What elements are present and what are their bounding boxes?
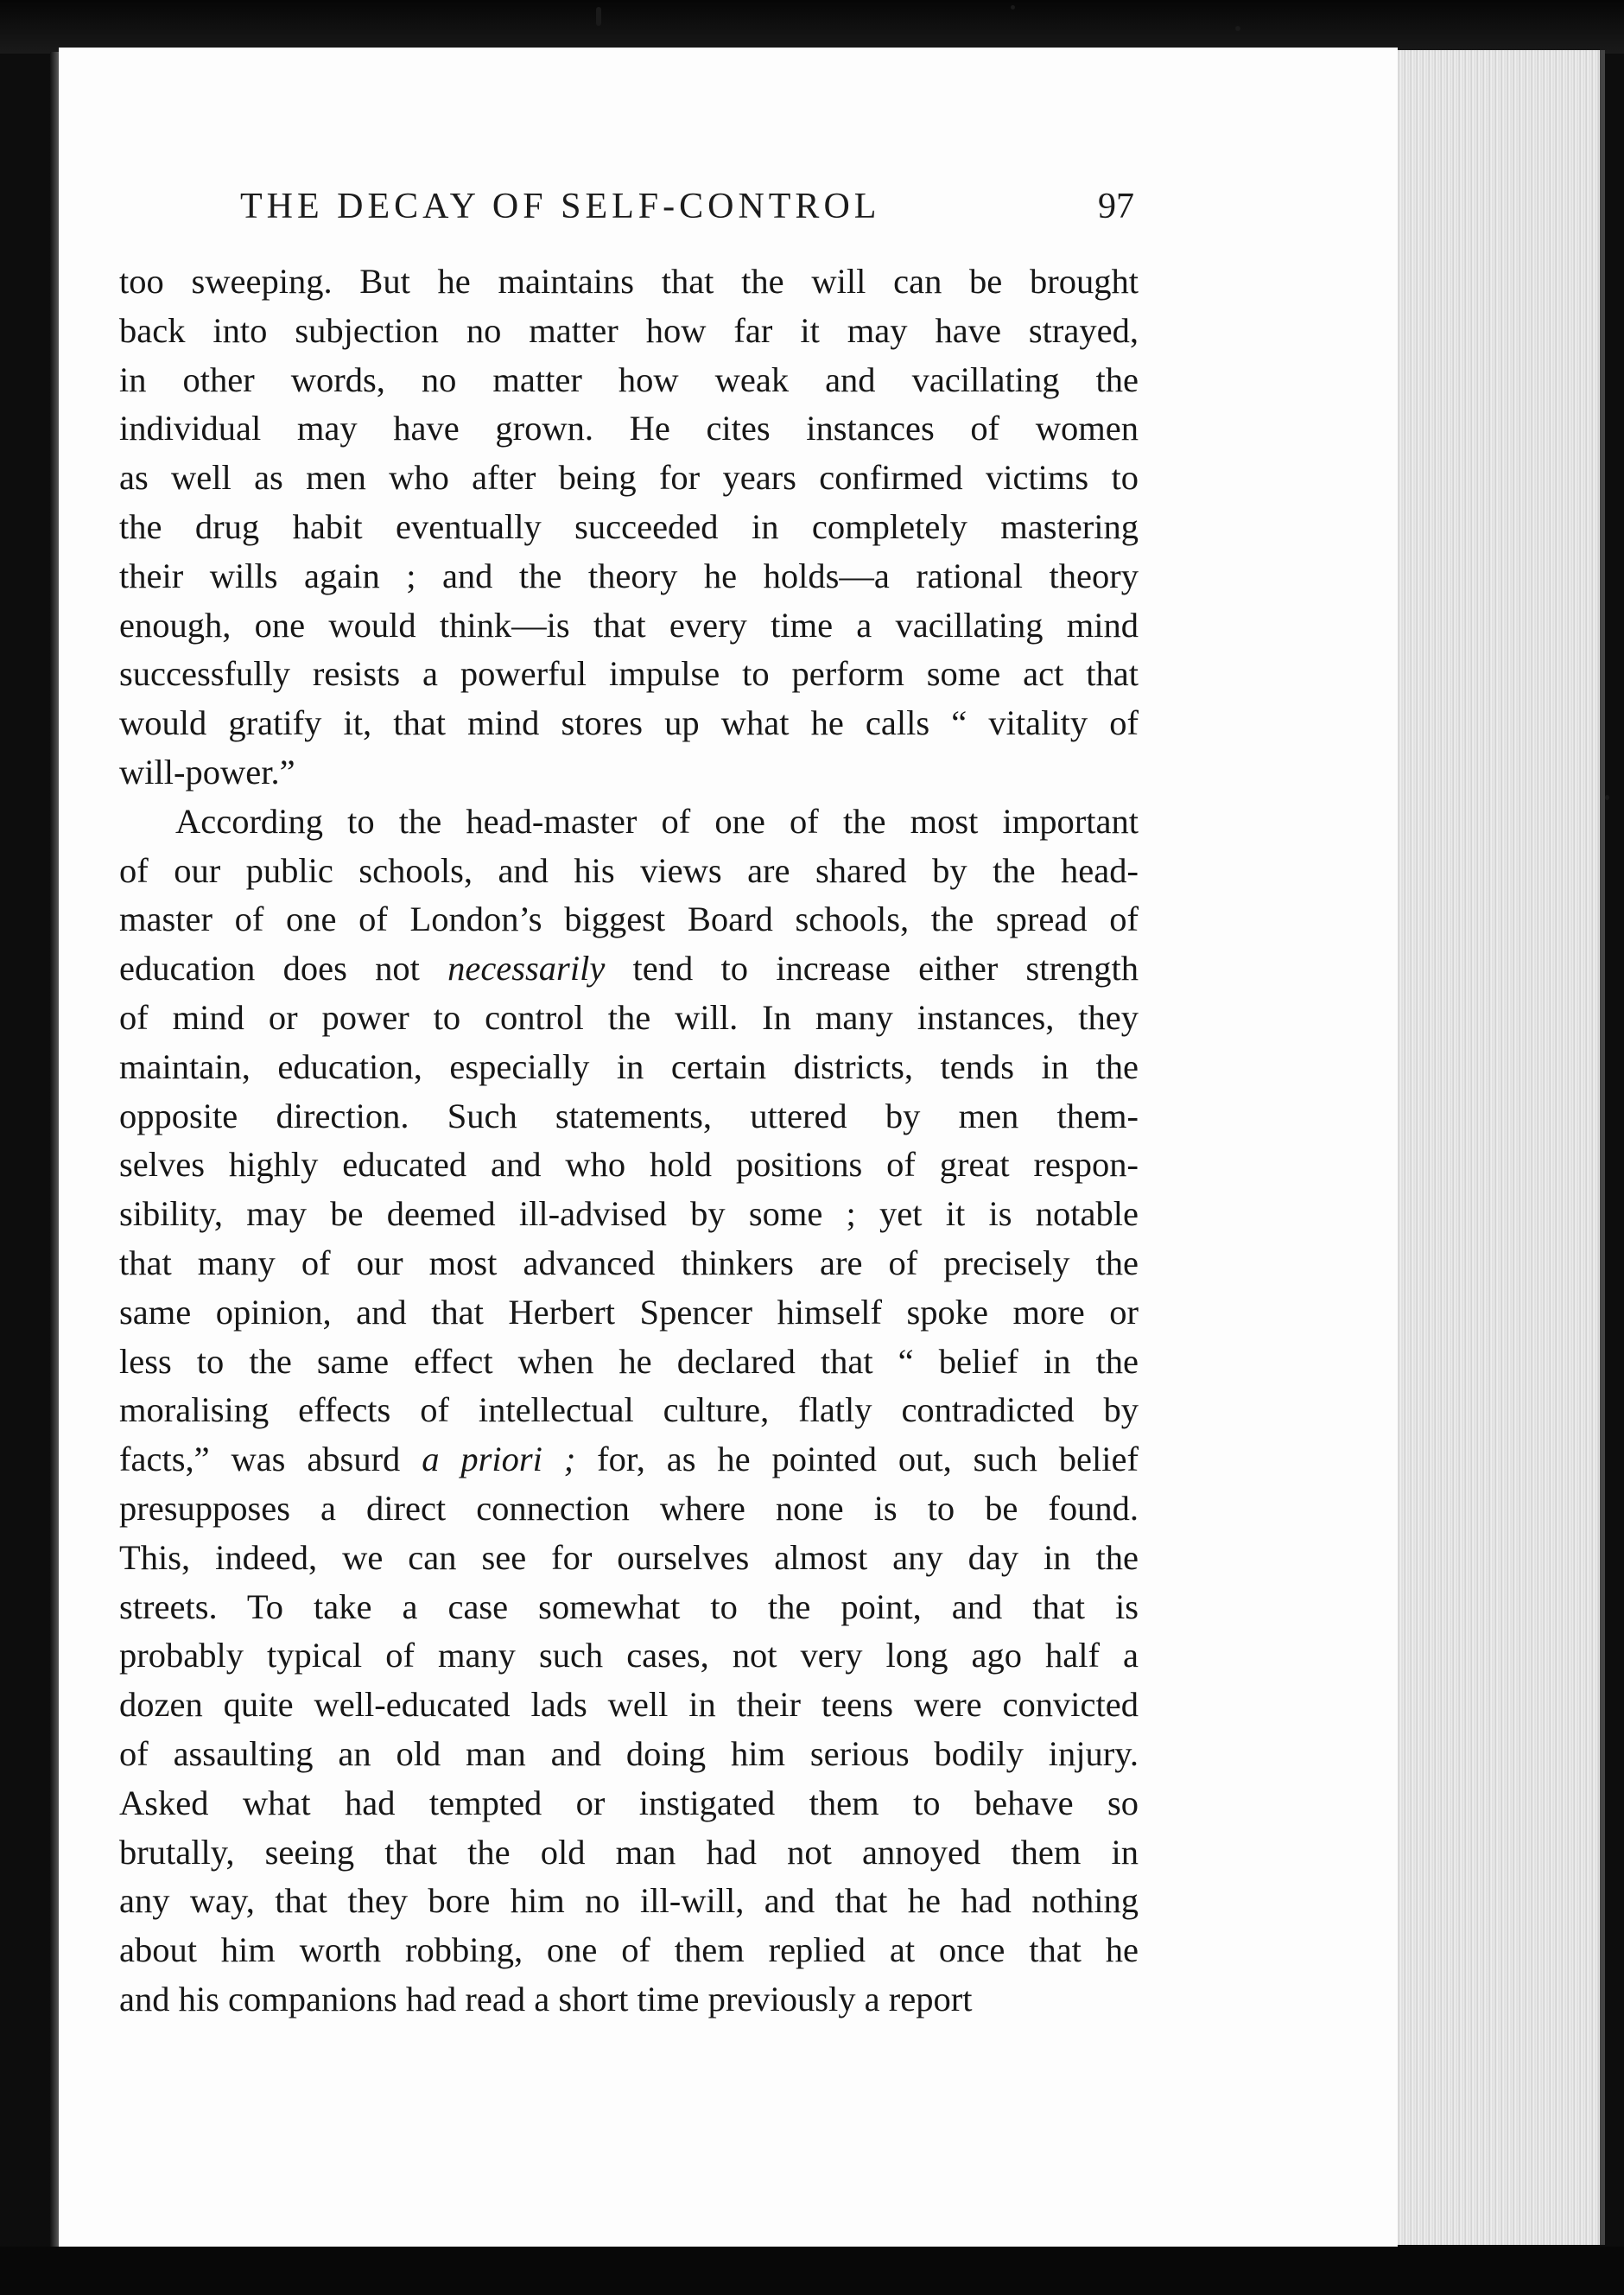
body-text bbox=[119, 257, 1139, 2025]
text-line: of assaulting an old man and doing him serious bodily injury. bbox=[119, 1733, 1139, 1773]
text-line: maintain, education, especially in certain districts, tends in the bbox=[119, 1046, 1139, 1086]
text-line: moralising effects of intellectual culture, flatly contradicted by bbox=[119, 1390, 1139, 1430]
text-line: same opinion, and that Herbert Spencer himself spoke more or bbox=[119, 1292, 1139, 1332]
text-line: brutally, seeing that the old man had not annoyed them in bbox=[119, 1832, 1139, 1872]
text-segment: for, as he pointed out, such belief bbox=[575, 1440, 1139, 1479]
text-line: of mind or power to control the will. In many instances, they bbox=[119, 997, 1139, 1037]
text-line: in other words, no matter how weak and vacillating the bbox=[119, 359, 1139, 399]
text-line: as well as men who after being for years confirmed victims to bbox=[119, 458, 1139, 498]
text-line: and his companions had read a short time previously a report bbox=[119, 1979, 973, 2018]
text-segment: facts,” was absurd bbox=[119, 1440, 422, 1479]
text-line: will-power.” bbox=[119, 752, 295, 791]
text-segment: tend to increase either strength bbox=[605, 949, 1139, 989]
text-line: selves highly educated and who hold positions of great respon- bbox=[119, 1145, 1139, 1185]
italic-phrase: necessarily bbox=[447, 949, 606, 989]
text-line: individual may have grown. He cites instances of women bbox=[119, 409, 1139, 448]
italic-phrase: a priori ; bbox=[422, 1440, 576, 1479]
text-line bbox=[119, 944, 1139, 994]
running-title: THE DECAY OF SELF-CONTROL bbox=[240, 187, 881, 226]
text-line: This, indeed, we can see for ourselves almost any day in the bbox=[119, 1537, 1139, 1577]
text-line: master of one of London’s biggest Board schools, the spread of bbox=[119, 900, 1139, 939]
text-line: successfully resists a powerful impulse to perform some act that bbox=[119, 654, 1139, 694]
text-line: that many of our most advanced thinkers are of precisely the bbox=[119, 1243, 1139, 1282]
scan-background-top bbox=[0, 0, 1624, 54]
running-head bbox=[119, 186, 1134, 238]
text-line: less to the same effect when he declared that “ belief in the bbox=[119, 1341, 1139, 1381]
text-line: would gratify it, that mind stores up what he calls “ vitality of bbox=[119, 703, 1139, 743]
scan-speck bbox=[1605, 795, 1609, 800]
text-line: opposite direction. Such statements, uttered by men them- bbox=[119, 1096, 1139, 1135]
text-line: enough, one would think—is that every time a vacillating mind bbox=[119, 605, 1139, 645]
text-line: the drug habit eventually succeeded in completely mastering bbox=[119, 506, 1139, 546]
paragraph bbox=[119, 257, 1139, 798]
text-line: too sweeping. But he maintains that the will can be brought bbox=[119, 262, 1139, 301]
scan-speck bbox=[1235, 26, 1240, 31]
text-line: dozen quite well-educated lads well in their teens were convicted bbox=[119, 1685, 1139, 1725]
text-line: sibility, may be deemed ill-advised by some ; yet it is notable bbox=[119, 1194, 1139, 1234]
text-line bbox=[119, 1435, 1139, 1484]
text-line: of our public schools, and his views are shared by the head- bbox=[119, 850, 1139, 890]
text-line: any way, that they bore him no ill-will, and that he had nothing bbox=[119, 1881, 1139, 1921]
page-number: 97 bbox=[1098, 187, 1134, 226]
text-line: streets. To take a case somewhat to the point, and that is bbox=[119, 1586, 1139, 1626]
text-segment: education does not bbox=[119, 949, 448, 989]
scan-background-bottom bbox=[0, 2247, 1624, 2295]
scan-speck bbox=[596, 7, 601, 26]
text-line: back into subjection no matter how far it may have strayed, bbox=[119, 310, 1139, 350]
text-line: presupposes a direct connection where none is to be found. bbox=[119, 1488, 1139, 1528]
scan-speck bbox=[1011, 5, 1015, 10]
text-line: probably typical of many such cases, not very long ago half a bbox=[119, 1636, 1139, 1675]
text-line: their wills again ; and the theory he holds—a rational theory bbox=[119, 556, 1139, 595]
paragraph bbox=[119, 798, 1139, 2025]
text-line: about him worth robbing, one of them replied at once that he bbox=[119, 1930, 1139, 1970]
text-line: Asked what had tempted or instigated them to behave so bbox=[119, 1783, 1139, 1822]
text-line: According to the head-master of one of the most important bbox=[175, 801, 1139, 841]
